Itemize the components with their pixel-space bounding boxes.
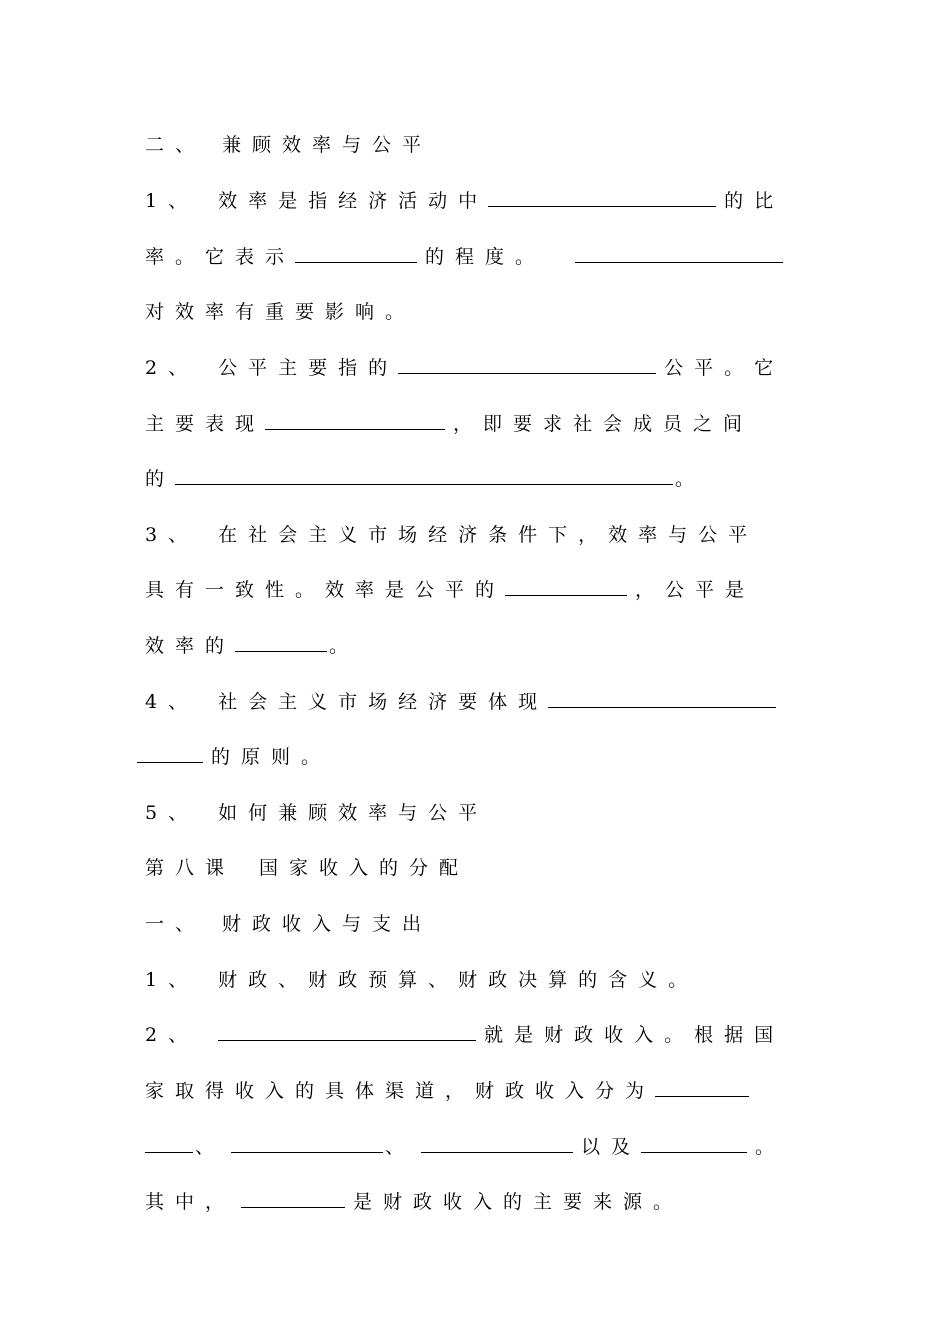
f2-text-a: 就是财政收入。根据国 — [484, 1024, 785, 1046]
f2-text-g: 其中， — [145, 1191, 236, 1213]
q1-blank-3 — [575, 246, 783, 263]
q1-text-b: 的比 — [724, 190, 785, 212]
q2-text-a: 公平主要指的 — [218, 357, 399, 379]
q3-blank-2 — [235, 635, 327, 652]
f2-blank-6 — [641, 1136, 747, 1153]
f1-number: 1、 — [145, 969, 199, 991]
q4-line-1 — [145, 690, 784, 714]
q5-number: 5、 — [145, 802, 199, 824]
q3-text-a: 在社会主义市场经济条件下，效率与公平 — [218, 524, 759, 546]
f2-blank-3 — [145, 1136, 193, 1153]
q4-line-2 — [137, 745, 331, 769]
f2-line-1 — [145, 1023, 784, 1047]
q2-blank-1 — [398, 357, 656, 374]
q2-number: 2、 — [145, 357, 199, 379]
q4-number: 4、 — [145, 691, 199, 713]
lesson-title: 国家收入的分配 — [259, 857, 470, 879]
f2-line-3 — [145, 1135, 785, 1159]
q1-text-e: 对效率有重要影响。 — [145, 301, 416, 323]
f2-text-e: 以及 — [581, 1136, 642, 1158]
q1-line-2 — [145, 245, 791, 269]
q5-text-a: 如何兼顾效率与公平 — [218, 802, 489, 824]
q1-line-1 — [145, 189, 784, 213]
section-heading-2: 二、 兼顾效率与公平 — [145, 134, 433, 156]
q3-line-2 — [145, 578, 755, 602]
q4-blank-1 — [548, 691, 776, 708]
q4-blank-2 — [137, 746, 203, 763]
f2-text-d: 、 — [385, 1136, 416, 1158]
q2-blank-3 — [175, 468, 673, 485]
f1-line — [145, 968, 698, 992]
q2-text-e: 的 — [145, 468, 176, 490]
q3-line-3 — [145, 634, 359, 658]
f2-text-f: 。 — [755, 1136, 786, 1158]
f2-number: 2、 — [145, 1024, 199, 1046]
section-heading-1: 一、 财政收入与支出 — [145, 913, 433, 935]
q3-line-1 — [145, 523, 758, 547]
q2-line-3 — [145, 467, 705, 491]
q1-text-c: 率。它表示 — [145, 246, 296, 268]
q3-text-b: 具有一致性。效率是公平的 — [145, 579, 506, 601]
q2-blank-2 — [265, 413, 445, 430]
q4-text-b: 的原则。 — [211, 746, 332, 768]
q1-text-d: 的程度。 — [425, 246, 546, 268]
f2-blank-4 — [231, 1136, 383, 1153]
q2-line-1 — [145, 356, 784, 380]
f2-blank-5 — [421, 1136, 573, 1153]
f2-text-b: 家取得收入的具体渠道，财政收入分为 — [145, 1080, 656, 1102]
f2-blank-1 — [218, 1024, 476, 1041]
q2-text-b: 公平。它 — [664, 357, 785, 379]
f1-text-a: 财政、财政预算、财政决算的含义。 — [218, 969, 699, 991]
q3-text-c: ，公平是 — [635, 579, 756, 601]
q3-number: 3、 — [145, 524, 199, 546]
q3-blank-1 — [505, 579, 627, 596]
q1-number: 1、 — [145, 190, 199, 212]
f2-blank-2 — [655, 1080, 749, 1097]
f2-line-2 — [145, 1079, 757, 1103]
q2-text-d: ，即要求社会成员之间 — [453, 413, 754, 435]
q1-blank-2 — [295, 246, 417, 263]
q2-line-2 — [145, 412, 753, 436]
f2-blank-7 — [241, 1191, 345, 1208]
f2-text-h: 是财政收入的主要来源。 — [353, 1191, 684, 1213]
q2-text-c: 主要表现 — [145, 413, 266, 435]
q5-line — [145, 801, 488, 825]
q2-text-f: 。 — [675, 468, 706, 490]
q4-text-a: 社会主义市场经济要体现 — [218, 691, 549, 713]
q3-text-e: 。 — [329, 635, 360, 657]
q1-text-a: 效率是指经济活动中 — [218, 190, 489, 212]
q1-blank-1 — [488, 190, 716, 207]
f2-line-4 — [145, 1190, 683, 1214]
q3-text-d: 效率的 — [145, 635, 236, 657]
lesson-heading — [145, 856, 469, 880]
f2-text-c: 、 — [195, 1136, 226, 1158]
lesson-label: 第八课 — [145, 857, 236, 879]
